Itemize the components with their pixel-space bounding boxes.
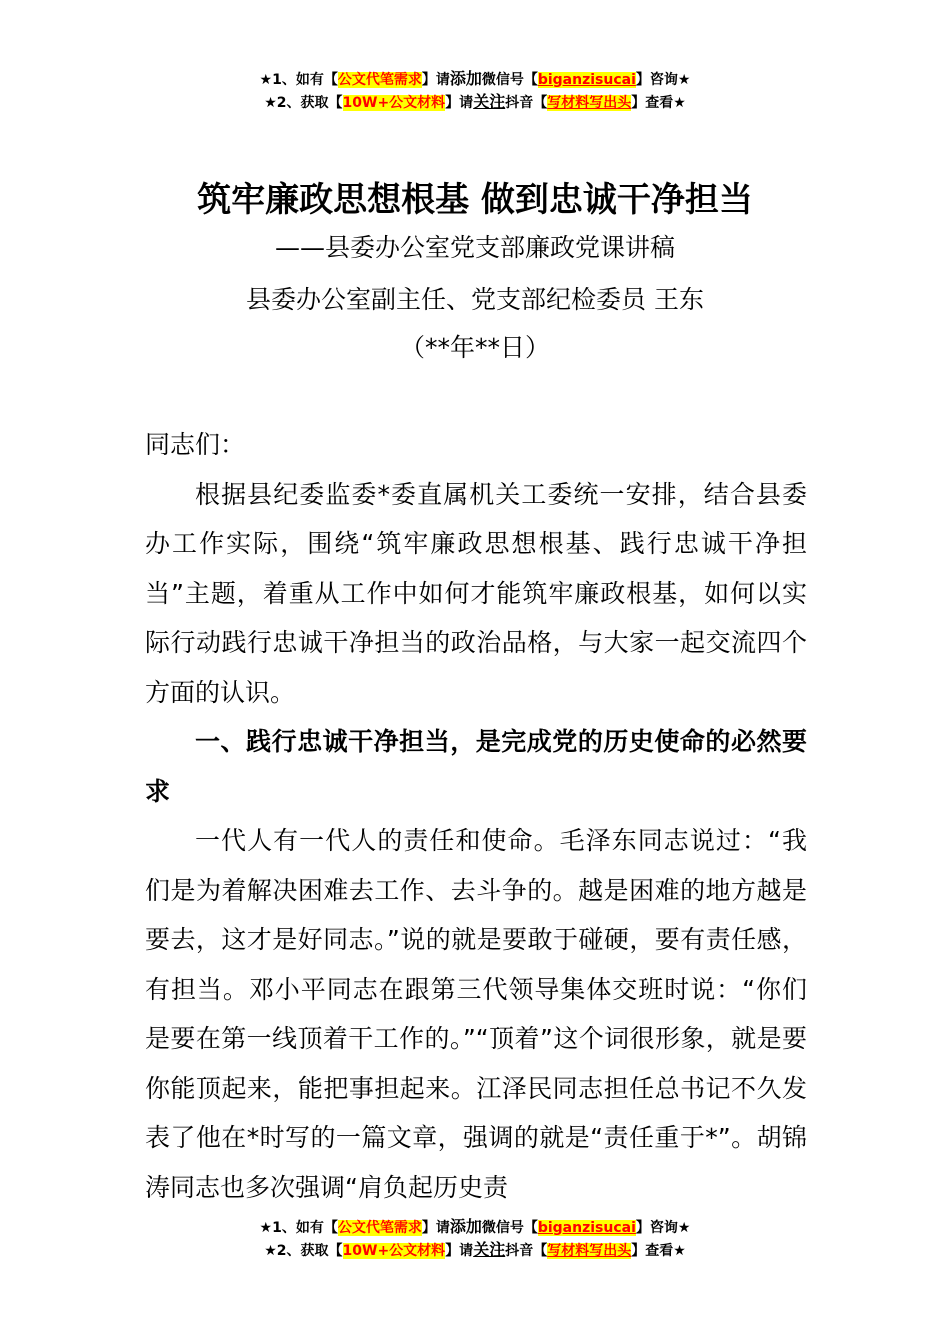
promo-text: ★2、获取【 <box>264 95 343 111</box>
promo-emphasis: 添加 <box>449 1217 482 1236</box>
promo-text: 抖音【 <box>505 95 548 111</box>
promo-text: 】请 <box>421 72 450 88</box>
section-heading: 一、践行忠诚干净担当，是完成党的历史使命的必然要求 <box>145 727 807 806</box>
promo-douyin-id: 写材料写出头 <box>547 1243 632 1259</box>
promo-text: 】查看★ <box>631 1243 686 1259</box>
promo-text: ★1、如有【 <box>259 72 338 88</box>
document-author: 县委办公室副主任、党支部纪检委员 王东 <box>246 285 704 314</box>
bottom-promo-banner <box>0 1216 950 1262</box>
promo-wechat-id: biganzisucai <box>537 1220 636 1236</box>
document-subtitle: ——县委办公室党支部廉政党课讲稿 <box>274 233 675 262</box>
promo-text: 】咨询★ <box>635 72 691 88</box>
top-promo-banner <box>0 68 950 114</box>
paragraph: 一代人有一代人的责任和使命。毛泽东同志说过：“我们是为着解决困难去工作、去斗争的。越是困难的地方越是要去，这才是好同志。”说的就是要敢于碰硬，要有责任感，有担当。邓小平同志在跟第三代领导集体交班时说：“你们是要在第一线顶着干工作的。”“顶着”这个词很形象，就是要你能顶起来，能把事担起来。江泽民同志担任总书记不久发表了他在*时写的一篇文章，强调的就是“责任重于*”。胡锦涛同志也多次强调“肩负起历史责 <box>145 826 807 1202</box>
document-date: （**年**日） <box>399 333 550 362</box>
promo-douyin-id: 写材料写出头 <box>547 95 632 111</box>
promo-highlight: 公文代笔需求 <box>337 72 422 88</box>
promo-text: ★2、获取【 <box>264 1243 343 1259</box>
promo-text: 微信号【 <box>481 72 538 88</box>
promo-highlight: 公文代笔需求 <box>337 1220 422 1236</box>
promo-line-2 <box>0 91 950 114</box>
promo-line-1 <box>0 68 950 91</box>
promo-emphasis: 添加 <box>449 69 482 88</box>
promo-wechat-id: biganzisucai <box>537 72 636 88</box>
promo-text: ★1、如有【 <box>259 1220 338 1236</box>
document-body <box>145 420 807 1212</box>
paragraph: 根据县纪委监委*委直属机关工委统一安排，结合县委办工作实际，围绕“筑牢廉政思想根基、践行忠诚干净担当”主题，着重从工作中如何才能筑牢廉政根基，如何以实际行动践行忠诚干净担当的政治品格，与大家一起交流四个方面的认识。 <box>145 479 807 707</box>
promo-line-2 <box>0 1239 950 1262</box>
promo-text: 微信号【 <box>481 1220 538 1236</box>
salutation: 同志们： <box>145 430 246 459</box>
promo-text: 】咨询★ <box>635 1220 691 1236</box>
promo-text: 】请 <box>421 1220 450 1236</box>
promo-text: 】查看★ <box>631 95 686 111</box>
promo-text: 】请 <box>445 95 474 111</box>
promo-text: 抖音【 <box>505 1243 548 1259</box>
document-title: 筑牢廉政思想根基 做到忠诚干净担当 <box>197 180 753 220</box>
promo-text: 】请 <box>445 1243 474 1259</box>
promo-line-1 <box>0 1216 950 1239</box>
promo-highlight: 10W+公文材料 <box>342 1243 446 1259</box>
promo-emphasis: 关注 <box>473 92 506 111</box>
promo-emphasis: 关注 <box>473 1240 506 1259</box>
promo-highlight: 10W+公文材料 <box>342 95 446 111</box>
